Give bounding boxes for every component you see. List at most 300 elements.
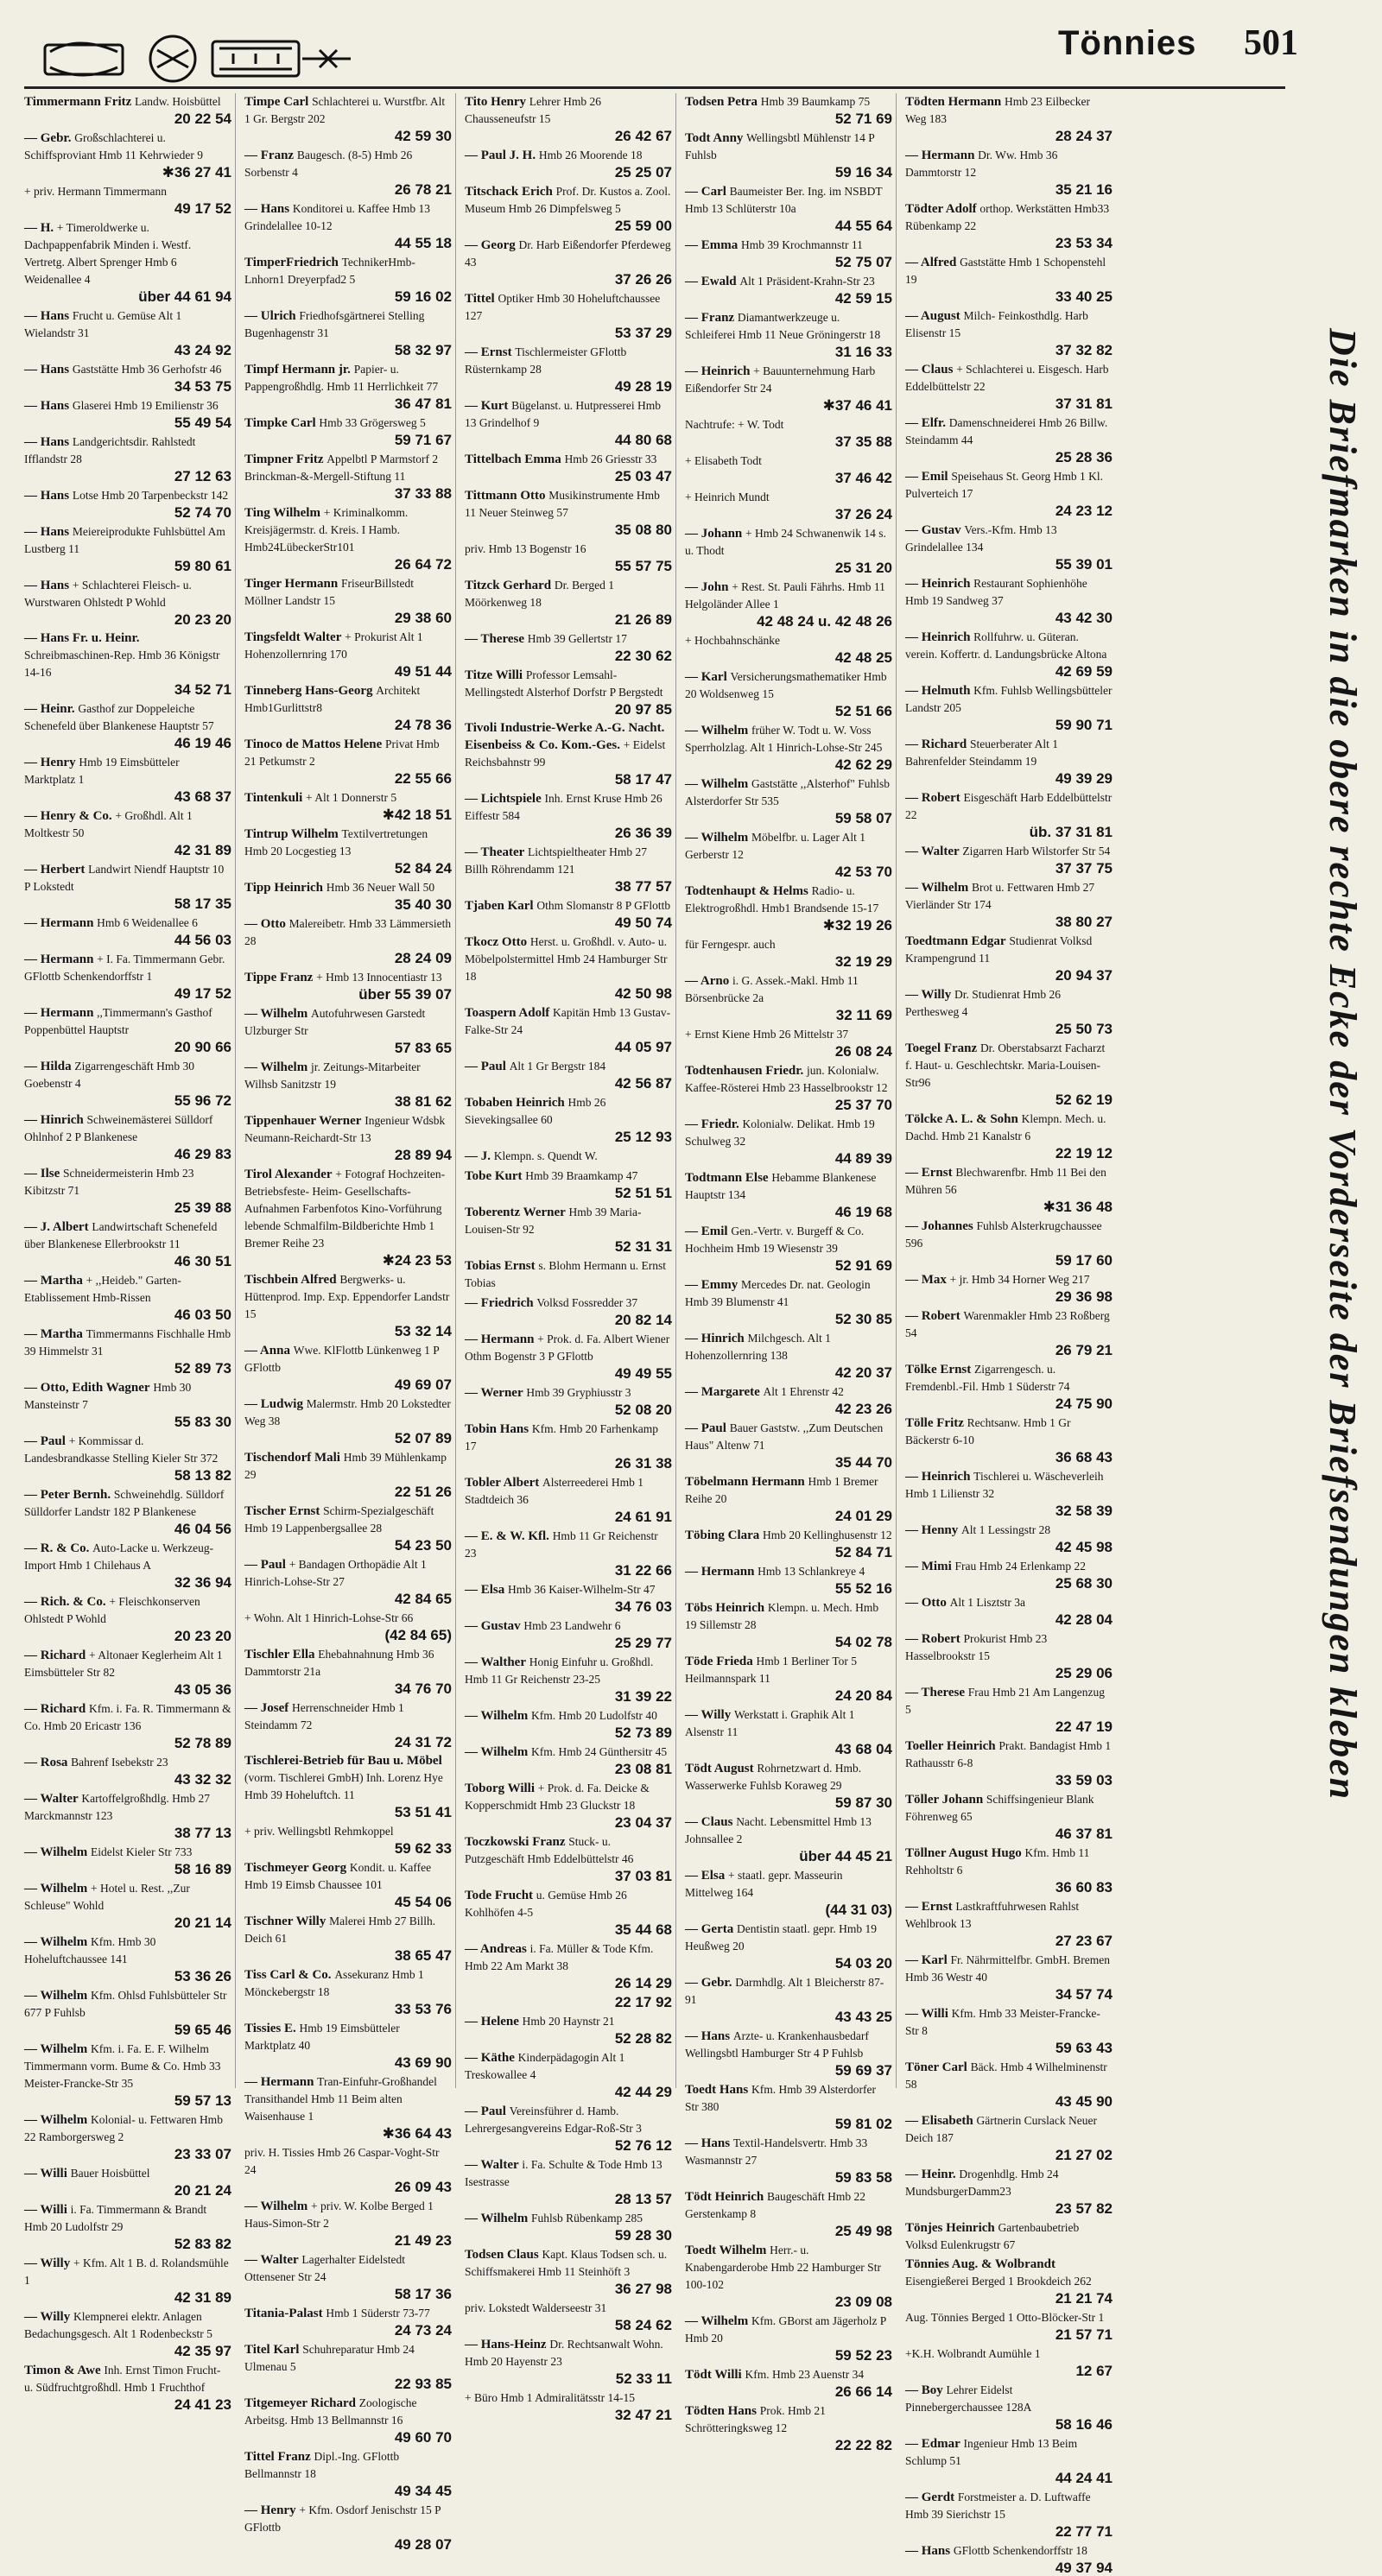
entry-phone: 58 17 36: [394, 2286, 452, 2302]
directory-entry: [24, 1647, 231, 1698]
entry-name: — Boy: [905, 2383, 943, 2397]
entry-name: Tischendorf Mali: [244, 1451, 340, 1465]
entry-phone: 52 31 31: [614, 1238, 672, 1255]
directory-entry: [244, 789, 452, 823]
directory-entry: [244, 147, 452, 198]
entry-detail: Darmhdlg. Alt 1 Bleicherstr 87-91: [685, 1976, 884, 2006]
directory-entry: [24, 2308, 231, 2359]
entry-phone: 57 83 65: [394, 1040, 452, 1056]
entry-name: — Wilhelm: [24, 1989, 88, 2003]
entry-phone: 25 49 98: [834, 2223, 892, 2239]
entry-phone: 42 50 98: [614, 985, 672, 1002]
entry-phone: 52 08 20: [614, 1402, 672, 1418]
entry-name: Toegel Franz: [905, 1041, 978, 1055]
directory-entry: [905, 2059, 1113, 2110]
entry-phone: 32 58 39: [1055, 1503, 1113, 1519]
directory-entry: [685, 1169, 892, 1220]
entry-name: — Willy: [24, 2310, 71, 2324]
entry-detail: TechnikerHmb-Lnhorn1 Dreyerpfad2 5: [244, 256, 415, 286]
entry-phone: 25 29 77: [614, 1635, 672, 1651]
entry-name: — Elfr.: [905, 416, 946, 430]
entry-phone: 23 04 37: [614, 1814, 672, 1831]
entry-detail: Assekuranz Hmb 1 Mönckebergstr 18: [244, 1968, 424, 1998]
entry-name: — Emil: [905, 470, 948, 484]
entry-name: Tischbein Alfred: [244, 1273, 337, 1287]
entry-phone: 42 44 29: [614, 2084, 672, 2100]
entry-name: — Wilhelm: [465, 1745, 529, 1759]
entry-phone: 26 31 38: [614, 1455, 672, 1472]
entry-phone: 20 21 14: [174, 1915, 231, 1931]
directory-entry: [905, 1040, 1113, 1108]
entry-detail: Kfm. Hmb 30 Hoheluftchaussee 141: [24, 1935, 156, 1965]
directory-entry: [905, 933, 1113, 984]
directory-entry: [465, 237, 672, 288]
entry-name: — Wilhelm: [24, 1845, 88, 1859]
entry-name: — Franz: [685, 311, 735, 325]
entry-name: — Ernst: [905, 1900, 953, 1914]
entry-name: — Wilhelm: [24, 2113, 88, 2127]
entry-name: — Henry & Co.: [24, 809, 112, 823]
entry-detail: Prakt. Bandagist Hmb 1 Rathausstr 6-8: [905, 1739, 1112, 1769]
entry-name: Tippe Franz: [244, 971, 314, 984]
directory-entry: [905, 522, 1113, 573]
entry-name: Tittel Franz: [244, 2450, 311, 2464]
directory-entry: [465, 1744, 672, 1777]
entry-detail: Kfm. Hmb 20 Ludolfstr 40: [530, 1709, 657, 1722]
entry-phone: 32 36 94: [174, 1574, 231, 1591]
entry-detail: Versicherungsmathematiker Hmb 20 Woldsenweg 15: [685, 670, 887, 700]
directory-entry: [685, 1653, 892, 1704]
directory-entry: [24, 1700, 231, 1751]
directory-entry: [685, 2313, 892, 2364]
entry-name: Tölke Ernst: [905, 1363, 972, 1377]
entry-detail: + Schlachterei Fleisch- u. Wurstwaren Ohlstedt P Wohld: [24, 579, 192, 609]
entry-phone: 46 19 68: [834, 1204, 892, 1220]
entry-phone: 26 36 39: [614, 825, 672, 841]
directory-entry: [905, 2166, 1113, 2217]
entry-phone: 42 59 30: [394, 128, 452, 144]
entry-detail: Großschlachterei u. Schiffsproviant Hmb 11 Kehrwieder 9: [24, 131, 203, 161]
entry-phone: 43 45 90: [1055, 2093, 1113, 2110]
entry-name: — Hermann: [24, 1006, 94, 1020]
directory-entry: [24, 523, 231, 574]
entry-detail: Tischlerei u. Wäscheverleih Hmb 1 Lilienstr 32: [905, 1470, 1104, 1500]
entry-name: Tödt Willi: [685, 2368, 742, 2382]
entry-detail: Hmb 39 Gryphiusstr 3: [526, 1386, 631, 1399]
entry-phone: 26 64 72: [394, 556, 452, 573]
directory-entry: [244, 736, 452, 787]
directory-entry: [905, 147, 1113, 198]
directory-entry: [465, 1204, 672, 1255]
directory-entry: [685, 1760, 892, 1811]
entry-phone: 52 89 73: [174, 1360, 231, 1377]
entry-phone: 20 22 54: [174, 111, 231, 127]
entry-detail: Bahrenf Isebekstr 23: [71, 1756, 168, 1769]
entry-name: — Karl: [905, 1953, 948, 1967]
entry-detail: Blechwarenfbr. Hmb 11 Bei den Mühren 56: [905, 1166, 1106, 1196]
entry-detail: Milchgesch. Alt 1 Hohenzollernring 138: [685, 1332, 831, 1362]
entry-phone: 44 80 68: [614, 432, 672, 448]
entry-name: — Heinrich: [905, 630, 971, 644]
entry-detail: + Kriminalkomm. Kreisjägermstr. d. Kreis. I Hamb. Hmb24LübeckerStr101: [244, 506, 409, 554]
entry-name: Titgemeyer Richard: [244, 2396, 357, 2410]
entry-detail: Hmb 26 Moorende 18: [538, 149, 643, 161]
entry-name: — Robert: [905, 791, 960, 805]
entry-phone: 49 28 19: [614, 378, 672, 395]
entry-name: Tischner Willy: [244, 1915, 326, 1928]
directory-entry: [24, 1934, 231, 1984]
column-4: [685, 93, 897, 2453]
directory-entry: [24, 577, 231, 628]
directory-entry: [24, 307, 231, 358]
directory-entry: [244, 451, 452, 502]
directory-entry: [244, 200, 452, 251]
entry-phone: 34 57 74: [1055, 1986, 1113, 2003]
entry-detail: Malereibetr. Hmb 33 Lämmersieth 28: [244, 917, 452, 947]
entry-name: — Ludwig: [244, 1397, 303, 1411]
entry-name: — Josef: [244, 1701, 289, 1715]
entry-phone: 55 49 54: [174, 415, 231, 431]
directory-entry: [685, 775, 892, 826]
entry-name: — Helene: [465, 2015, 519, 2029]
entry-phone: 35 44 70: [834, 1454, 892, 1471]
entry-detail: i. Fa. Müller & Tode Kfm. Hmb 22 Am Markt 38: [465, 1942, 654, 1972]
entry-name: — Paul: [465, 1060, 506, 1073]
directory-entry: [685, 93, 892, 127]
entry-detail: Restaurant Sophienhöhe Hmb 19 Sandweg 37: [905, 577, 1087, 607]
entry-phone: 49 34 45: [394, 2483, 452, 2499]
entry-phone: 49 39 29: [1055, 770, 1113, 787]
entry-phone: 34 76 03: [614, 1598, 672, 1615]
entry-phone: 38 65 47: [394, 1947, 452, 1964]
entry-detail: + staatl. gepr. Masseurin Mittelweg 164: [685, 1869, 843, 1899]
directory-entry: [465, 1294, 672, 1328]
entry-phone: 32 19 29: [834, 953, 892, 970]
decorative-vignettes-icon: [43, 29, 354, 85]
entry-name: — August: [905, 309, 960, 323]
entry-name: — Käthe: [465, 2051, 515, 2065]
directory-entry: [685, 1706, 892, 1757]
entry-detail: + Eidelst Reichsbahnstr 99: [465, 738, 666, 769]
entry-detail: Malerei Hmb 27 Billh. Deich 61: [244, 1915, 436, 1945]
entry-phone: 52 62 19: [1055, 1092, 1113, 1108]
entry-phone: 21 26 89: [614, 611, 672, 628]
directory-entry: [24, 219, 231, 305]
entry-detail: Kapitän Hmb 13 Gustav-Falke-Str 24: [465, 1006, 671, 1036]
directory-entry: [244, 1913, 452, 1964]
directory-entry: [465, 1581, 672, 1615]
entry-phone: 42 45 98: [1055, 1539, 1113, 1555]
entry-detail: + Rest. St. Pauli Fährhs. Hmb 11 Helgoländer Allee 1: [685, 580, 885, 611]
entry-detail: Kfm. Hmb 33 Meister-Francke-Str 8: [905, 2007, 1100, 2037]
entry-name: — Robert: [905, 1632, 960, 1646]
entry-detail: Meiereiprodukte Fuhlsbüttel Am Lustberg 11: [24, 525, 225, 555]
entry-phone: 21 21 74: [1055, 2290, 1113, 2307]
entry-detail: Wwe. KlFlottb Lünkenweg 1 P GFlottb: [244, 1344, 440, 1374]
entry-name: — Elisabeth: [905, 2114, 973, 2128]
directory-entry: [905, 1558, 1113, 1592]
directory-entry: [905, 575, 1113, 626]
directory-entry: [905, 1737, 1113, 1788]
entry-name: Tödten Hans: [685, 2404, 757, 2418]
directory-entry: [685, 1527, 892, 1560]
entry-name: — Werner: [465, 1386, 523, 1400]
directory-entry: [465, 1384, 672, 1418]
entry-phone: 23 53 34: [1055, 235, 1113, 251]
entry-phone: 33 59 03: [1055, 1772, 1113, 1788]
directory-entry: [905, 1361, 1113, 1412]
directory-entry: [685, 1473, 892, 1524]
directory-entry: [24, 807, 231, 858]
directory-entry: [24, 754, 231, 805]
entry-detail: priv. H. Tissies Hmb 26 Caspar-Voght-Str 24: [244, 2146, 440, 2176]
entry-name: Tödt Heinrich: [685, 2190, 764, 2204]
directory-entry: [685, 668, 892, 719]
entry-detail: Dr. Studienrat Hmb 26 Perthesweg 4: [905, 988, 1061, 1018]
entry-detail: Kondit. u. Kaffee Hmb 19 Eimsb Chaussee 101: [244, 1861, 432, 1891]
entry-detail: Landwirt Niendf Hauptstr 10 P Lokstedt: [24, 863, 225, 893]
entry-detail: Ingenieur Hmb 13 Beim Schlump 51: [905, 2437, 1078, 2467]
directory-entry: [685, 579, 892, 630]
entry-phone: 59 63 43: [1055, 2040, 1113, 2056]
entry-name: — Hans: [24, 525, 70, 539]
entry-name: — Henny: [905, 1523, 959, 1537]
entry-detail: Hmb 39 Maria-Louisen-Str 92: [465, 1206, 642, 1236]
entry-name: — Heinrich: [685, 364, 751, 378]
entry-name: — R. & Co.: [24, 1541, 90, 1555]
entry-phone: 22 30 62: [614, 648, 672, 664]
entry-phone: 52 74 70: [174, 504, 231, 521]
entry-phone: 44 55 18: [394, 235, 452, 251]
entry-name: — Wilhelm: [685, 2314, 749, 2328]
directory-entry: [685, 489, 892, 522]
entry-name: — Gerdt: [905, 2491, 955, 2504]
entry-name: — Friedr.: [685, 1117, 739, 1131]
directory-entry: [244, 1610, 452, 1643]
directory-entry: [905, 2112, 1113, 2163]
entry-phone: ✱37 46 41: [822, 397, 892, 414]
entry-phone: 42 48 25: [834, 649, 892, 666]
entry-phone: 58 17 35: [174, 896, 231, 912]
entry-detail: Baugesch. (8-5) Hmb 26 Sorbenstr 4: [244, 149, 413, 179]
entry-detail: Hmb 11 Gr Reichenstr 23: [465, 1529, 658, 1560]
entry-detail: + jr. Hmb 34 Horner Weg 217: [949, 1273, 1090, 1286]
entry-detail: jun. Kolonialw. Kaffee-Rösterei Hmb 23 Hasselbrookstr 12: [685, 1064, 888, 1094]
entry-phone: 25 25 07: [614, 164, 672, 180]
entry-detail: Hmb 19 Eimsbütteler Marktplatz 40: [244, 2022, 400, 2052]
directory-entry: [685, 1383, 892, 1417]
entry-detail: + Alt 1 Donnerstr 5: [306, 791, 397, 804]
entry-name: Tölcke A. L. & Sohn: [905, 1112, 1018, 1126]
entry-phone: 52 76 12: [614, 2137, 672, 2154]
entry-detail: Klempn. u. Mech. Hmb 19 Sillemstr 28: [685, 1601, 879, 1631]
entry-phone: 22 22 82: [834, 2437, 892, 2453]
entry-detail: orthop. Werkstätten Hmb33 Rübenkamp 22: [905, 202, 1110, 232]
entry-name: Töbelmann Hermann: [685, 1475, 805, 1489]
entry-phone: 43 32 32: [174, 1771, 231, 1788]
directory-entry: [465, 2336, 672, 2387]
entry-name: — Rosa: [24, 1756, 68, 1769]
entry-phone: 29 38 60: [394, 610, 452, 626]
entry-name: Töner Carl: [905, 2060, 967, 2074]
entry-detail: Landgerichtsdir. Rahlstedt Ifflandstr 28: [24, 435, 196, 465]
entry-phone: 38 81 62: [394, 1093, 452, 1110]
directory-entry: [24, 2041, 231, 2109]
directory-entry: [465, 1887, 672, 1938]
directory-entry: [465, 487, 672, 538]
entry-detail: Gasthof zur Doppeleiche Schenefeld über Blankenese Hauptstr 57: [24, 702, 214, 732]
directory-entry: [24, 1593, 231, 1644]
entry-phone: 49 17 52: [174, 200, 231, 217]
entry-detail: Klempn. Mech. u. Dachd. Hmb 21 Kanalstr 6: [905, 1112, 1106, 1142]
entry-name: — Hilda: [24, 1060, 72, 1073]
entry-phone: 59 58 07: [834, 810, 892, 826]
entry-phone: über 44 45 21: [799, 1848, 892, 1864]
entry-detail: Kfm. Ohlsd Fuhlsbütteler Str 677 P Fuhlsb: [24, 1989, 227, 2019]
directory-entry: [905, 2256, 1113, 2307]
entry-detail: jr. Zeitungs-Mitarbeiter Wilhsb Sanitzstr 19: [244, 1060, 421, 1091]
entry-name: Tinger Hermann: [244, 577, 339, 591]
entry-detail: Gen.-Vertr. v. Burgeff & Co. Hochheim Hmb 19 Wiesenstr 39: [685, 1225, 865, 1255]
directory-entry: [685, 183, 892, 234]
directory-entry: [24, 1004, 231, 1055]
entry-name: Timpke Carl: [244, 416, 316, 430]
entry-phone: 38 77 13: [174, 1825, 231, 1841]
directory-entry: [244, 1112, 452, 1163]
entry-name: — Claus: [685, 1815, 733, 1829]
entry-detail: Vers.-Kfm. Hmb 13 Grindelallee 134: [905, 523, 1057, 554]
entry-detail: Frau Hmb 24 Erlenkamp 22: [954, 1560, 1086, 1573]
entry-detail: Rechtsanw. Hmb 1 Gr Bäckerstr 6-10: [905, 1416, 1071, 1446]
entry-phone: 29 36 98: [1055, 1288, 1113, 1305]
entry-detail: Textilvertretungen Hmb 20 Locgestieg 13: [244, 827, 428, 858]
directory-entry: [244, 1823, 452, 1857]
directory-entry: [905, 1898, 1113, 1949]
entry-phone: 26 78 21: [394, 181, 452, 198]
directory-entry: [685, 2366, 892, 2400]
directory-entry: [244, 307, 452, 358]
entry-phone: 22 77 71: [1055, 2523, 1113, 2540]
entry-detail: Gärtnerin Curslack Neuer Deich 187: [905, 2114, 1097, 2144]
entry-phone: 37 35 88: [834, 434, 892, 450]
directory-entry: [465, 667, 672, 718]
directory-entry: [24, 1111, 231, 1162]
entry-detail: Bäck. Hmb 4 Wilhelminenstr 58: [905, 2060, 1107, 2091]
entry-name: Timpf Hermann jr.: [244, 363, 351, 377]
entry-detail: + priv. W. Kolbe Berged 1 Haus-Simon-Str 2: [244, 2199, 434, 2230]
entry-name: — Walter: [244, 2253, 299, 2267]
directory-entry: [465, 1168, 672, 1201]
directory-entry: [905, 843, 1113, 877]
entry-name: — Willy: [24, 2256, 71, 2270]
directory-entry: [685, 1867, 892, 1918]
entry-name: — Herbert: [24, 863, 86, 877]
entry-phone: 42 23 26: [834, 1401, 892, 1417]
entry-name: — Therese: [465, 632, 525, 646]
entry-detail: Gaststätte ,,Alsterhof" Fuhlsb Alsterdorfer Str 535: [685, 777, 890, 807]
entry-phone: 49 51 44: [394, 663, 452, 680]
entry-phone: 12 67: [1075, 2363, 1113, 2379]
entry-detail: Gaststätte Hmb 36 Gerhofstr 46: [72, 363, 222, 376]
directory-entry: [244, 1966, 452, 2017]
entry-phone: 58 24 62: [614, 2317, 672, 2333]
entry-phone: 58 13 82: [174, 1467, 231, 1484]
entry-detail: Fuhlsb Rübenkamp 285: [530, 2212, 643, 2225]
directory-entry: [465, 2103, 672, 2154]
directory-entry: [465, 2049, 672, 2100]
entry-name: — Heinr.: [24, 702, 75, 716]
entry-phone: 54 23 50: [394, 1537, 452, 1554]
entry-name: — Hinrich: [685, 1332, 745, 1345]
directory-entry: [905, 254, 1113, 305]
entry-phone: 52 73 89: [614, 1725, 672, 1741]
entry-detail: Klempn. s. Quendt W.: [493, 1149, 598, 1162]
entry-phone: 59 87 30: [834, 1794, 892, 1811]
entry-phone: 24 78 36: [394, 717, 452, 733]
entry-detail: Landwirtschaft Schenefeld über Blankenese Ellerbrookstr 11: [24, 1220, 218, 1250]
entry-name: Tkocz Otto: [465, 935, 528, 949]
entry-detail: Eisgeschäft Harb Eddelbüttelstr 22: [905, 791, 1113, 821]
entry-name: Timpner Fritz: [244, 453, 324, 466]
entry-detail: ,,Timmermann's Gasthof Poppenbüttel Hauptstr: [24, 1006, 212, 1036]
entry-detail: + Hotel u. Rest. ,,Zur Schleuse" Wohld: [24, 1882, 190, 1912]
entry-phone: 55 57 75: [614, 558, 672, 574]
entry-phone: 43 43 25: [834, 2009, 892, 2025]
entry-detail: + Kommissar d. Landesbrandkasse Stelling Kieler Str 372: [24, 1434, 219, 1465]
entry-name: — Wilhelm: [905, 881, 969, 895]
entry-phone: 25 39 88: [174, 1199, 231, 1216]
entry-name: TimperFriedrich: [244, 256, 339, 269]
entry-phone: 23 08 81: [614, 1761, 672, 1777]
entry-name: — Wilhelm: [685, 777, 749, 791]
entry-name: — Hermann: [685, 1565, 755, 1579]
entry-detail: früher W. Todt u. W. Voss Sperrholzlag. Alt 1 Hinrich-Lohse-Str 245: [685, 724, 883, 754]
directory-entry: [244, 2020, 452, 2071]
entry-detail: Hmb 1 Süderstr 73-77: [326, 2307, 430, 2320]
directory-entry: [685, 453, 892, 486]
entry-phone: 53 32 14: [394, 1323, 452, 1339]
entry-detail: Eisengießerei Berged 1 Brookdeich 262: [905, 2275, 1092, 2288]
entry-phone: (42 84 65): [384, 1627, 452, 1643]
directory-entry: [905, 1307, 1113, 1358]
entry-detail: Speisehaus St. Georg Hmb 1 Kl. Pulverteich 17: [905, 470, 1103, 500]
entry-name: Tinoco de Mattos Helene: [244, 737, 383, 751]
directory-entry: [685, 525, 892, 576]
entry-detail: + Kfm. Osdorf Jenischstr 15 P GFlottb: [244, 2503, 441, 2534]
directory-entry: [465, 93, 672, 144]
directory-entry: [905, 2345, 1113, 2379]
entry-detail: + Hmb 24 Schwanenwik 14 s. u. Thodt: [685, 527, 886, 557]
entry-phone: 27 23 67: [1055, 1933, 1113, 1949]
directory-entry: [685, 883, 892, 934]
entry-detail: Bergwerks- u. Hüttenprod. Imp. Exp. Eppendorfer Landstr 15: [244, 1273, 450, 1320]
entry-detail: Lehrer Hmb 26 Chausseneufstr 15: [465, 95, 601, 125]
directory-entry: [465, 541, 672, 574]
entry-detail: Dentistin staatl. gepr. Hmb 19 Heußweg 20: [685, 1922, 877, 1953]
directory-entry: [905, 879, 1113, 930]
entry-detail: + Hochbahnschänke: [685, 634, 780, 647]
directory-entry: [244, 1503, 452, 1554]
directory-entry: [905, 1845, 1113, 1896]
directory-entry: [905, 468, 1113, 519]
directory-entry: [24, 130, 231, 180]
entry-phone: ✱31 36 48: [1043, 1199, 1113, 1215]
directory-entry: [685, 1223, 892, 1274]
entry-name: — Wilhelm: [24, 1935, 88, 1949]
entry-name: — Henry: [244, 2503, 296, 2517]
entry-detail: Bauer Hoisbüttel: [70, 2167, 150, 2180]
entry-phone: 26 14 29: [614, 1975, 672, 1991]
